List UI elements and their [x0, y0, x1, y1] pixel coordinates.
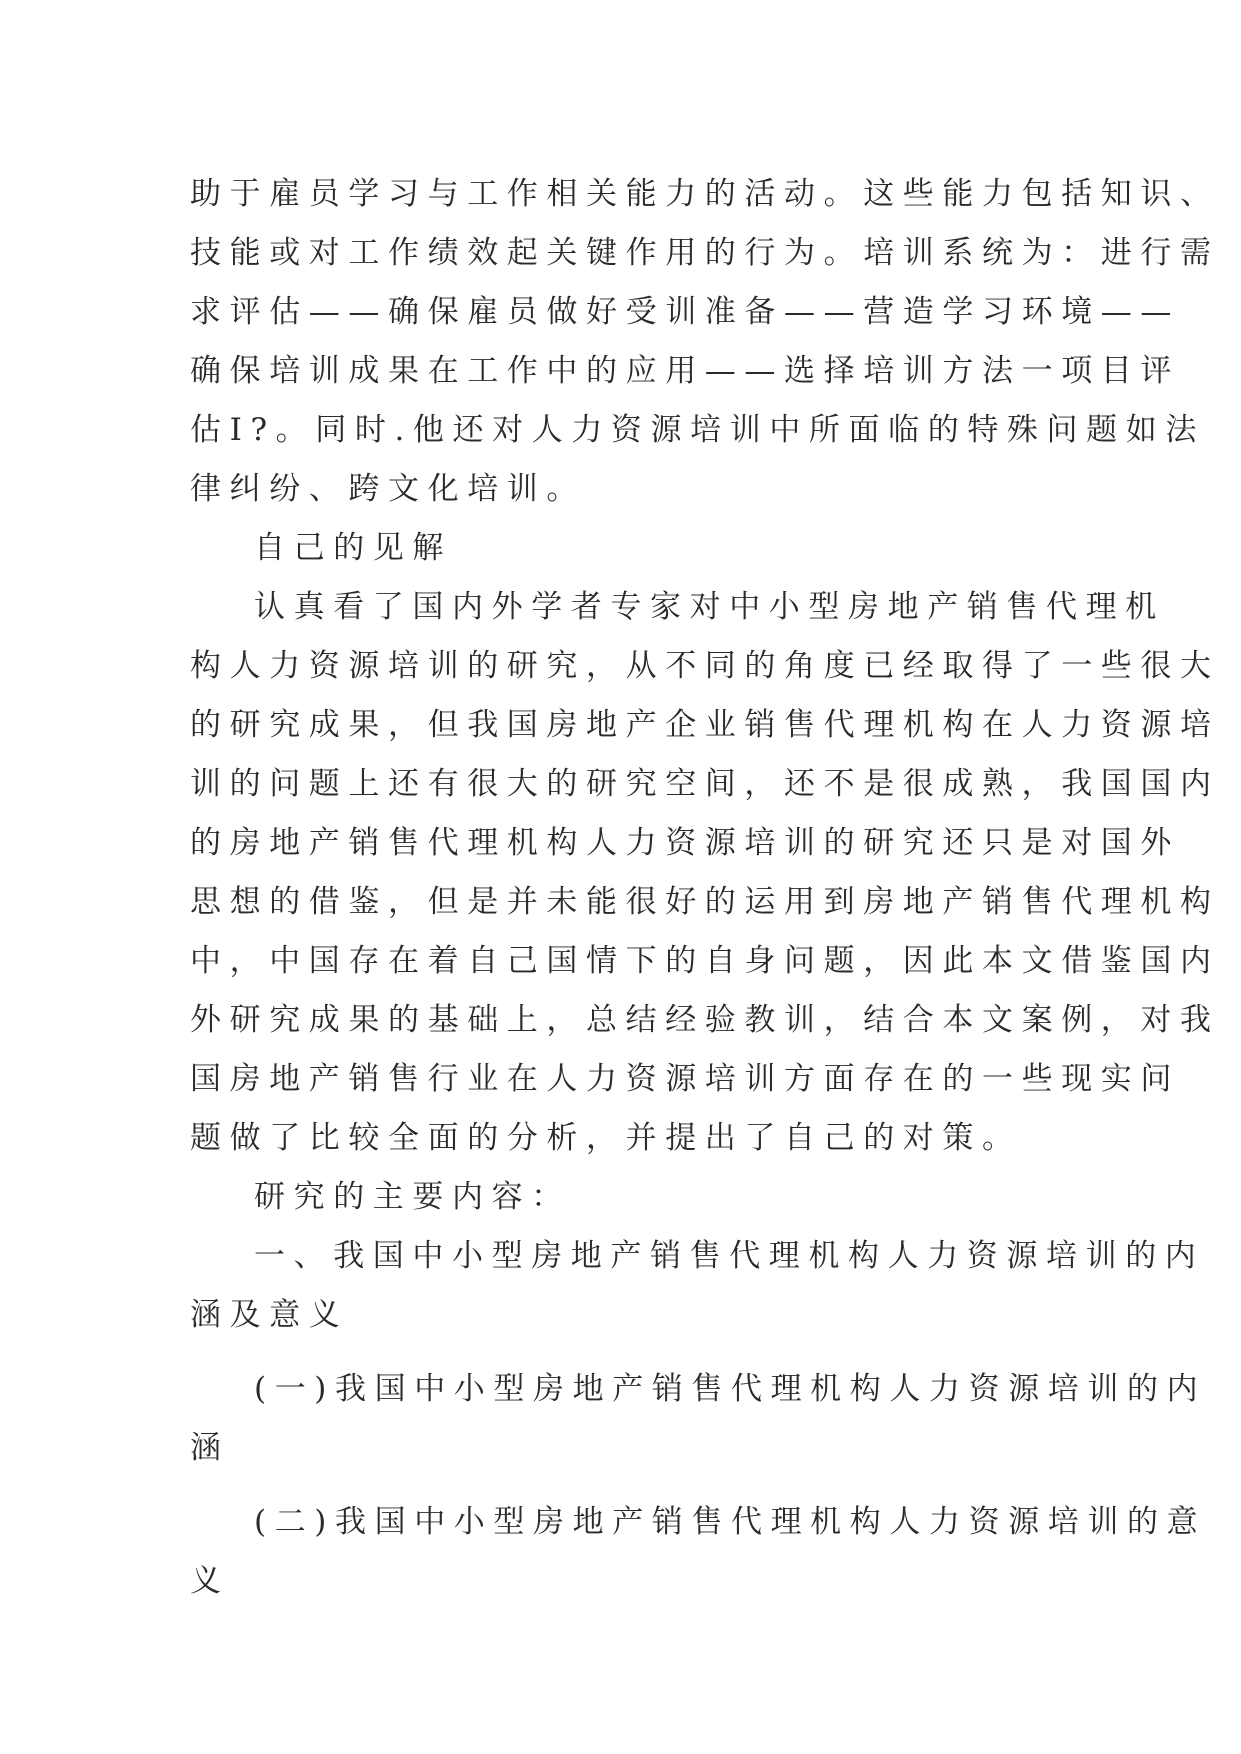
text-line: 国房地产销售行业在人力资源培训方面存在的一些现实问	[190, 1061, 1180, 1097]
text-line: 训的问题上还有很大的研究空间，还不是很成熟，我国国内	[190, 766, 1220, 802]
paragraph-training-definition	[190, 165, 1220, 519]
text-line: (一)我国中小型房地产销售代理机构人力资源培训的内	[254, 1371, 1207, 1407]
text-line: 认真看了国内外学者专家对中小型房地产销售代理机	[254, 589, 1165, 625]
text-line: 技能或对工作绩效起关键作用的行为。培训系统为：进行需	[190, 235, 1220, 271]
heading-text: 研究的主要内容：	[254, 1179, 571, 1215]
section-heading-own-view	[190, 519, 1060, 578]
text-line: 的房地产销售代理机构人力资源培训的研究还只是对国外	[190, 825, 1180, 861]
text-line: 一、我国中小型房地产销售代理机构人力资源培训的内	[254, 1238, 1205, 1274]
outline-item-1-2	[190, 1493, 1207, 1611]
outline-item-1	[190, 1227, 1205, 1345]
text-line: 涵	[190, 1430, 230, 1466]
spacer	[190, 1478, 1060, 1493]
text-line: (二)我国中小型房地产销售代理机构人力资源培训的意	[254, 1504, 1207, 1540]
text-line: 涵及意义	[190, 1297, 349, 1333]
text-line: 题做了比较全面的分析，并提出了自己的对策。	[190, 1120, 1022, 1156]
paragraph-own-view	[190, 578, 1220, 1168]
text-line: 确保培训成果在工作中的应用——选择培训方法一项目评	[190, 353, 1180, 389]
text-line: 构人力资源培训的研究，从不同的角度已经取得了一些很大	[190, 648, 1220, 684]
text-line: 中，中国存在着自己国情下的自身问题，因此本文借鉴国内	[190, 943, 1220, 979]
text-line: 思想的借鉴，但是并未能很好的运用到房地产销售代理机构	[190, 884, 1220, 920]
text-line: 的研究成果，但我国房地产企业销售代理机构在人力资源培	[190, 707, 1220, 743]
text-line: 助于雇员学习与工作相关能力的活动。这些能力包括知识、	[190, 176, 1220, 212]
text-line: 义	[190, 1563, 230, 1599]
document-body	[190, 165, 1220, 1611]
spacer	[190, 1345, 1060, 1360]
outline-item-1-1	[190, 1360, 1207, 1478]
text-line: 外研究成果的基础上，总结经验教训，结合本文案例，对我	[190, 1002, 1220, 1038]
heading-text: 自己的见解	[254, 530, 452, 566]
text-line: 律纠纷、跨文化培训。	[190, 471, 586, 507]
text-line: 估I?。同时.他还对人力资源培训中所面临的特殊问题如法	[190, 412, 1205, 448]
text-line: 求评估——确保雇员做好受训准备——营造学习环境——	[190, 294, 1180, 330]
section-heading-main-content	[190, 1168, 1060, 1227]
